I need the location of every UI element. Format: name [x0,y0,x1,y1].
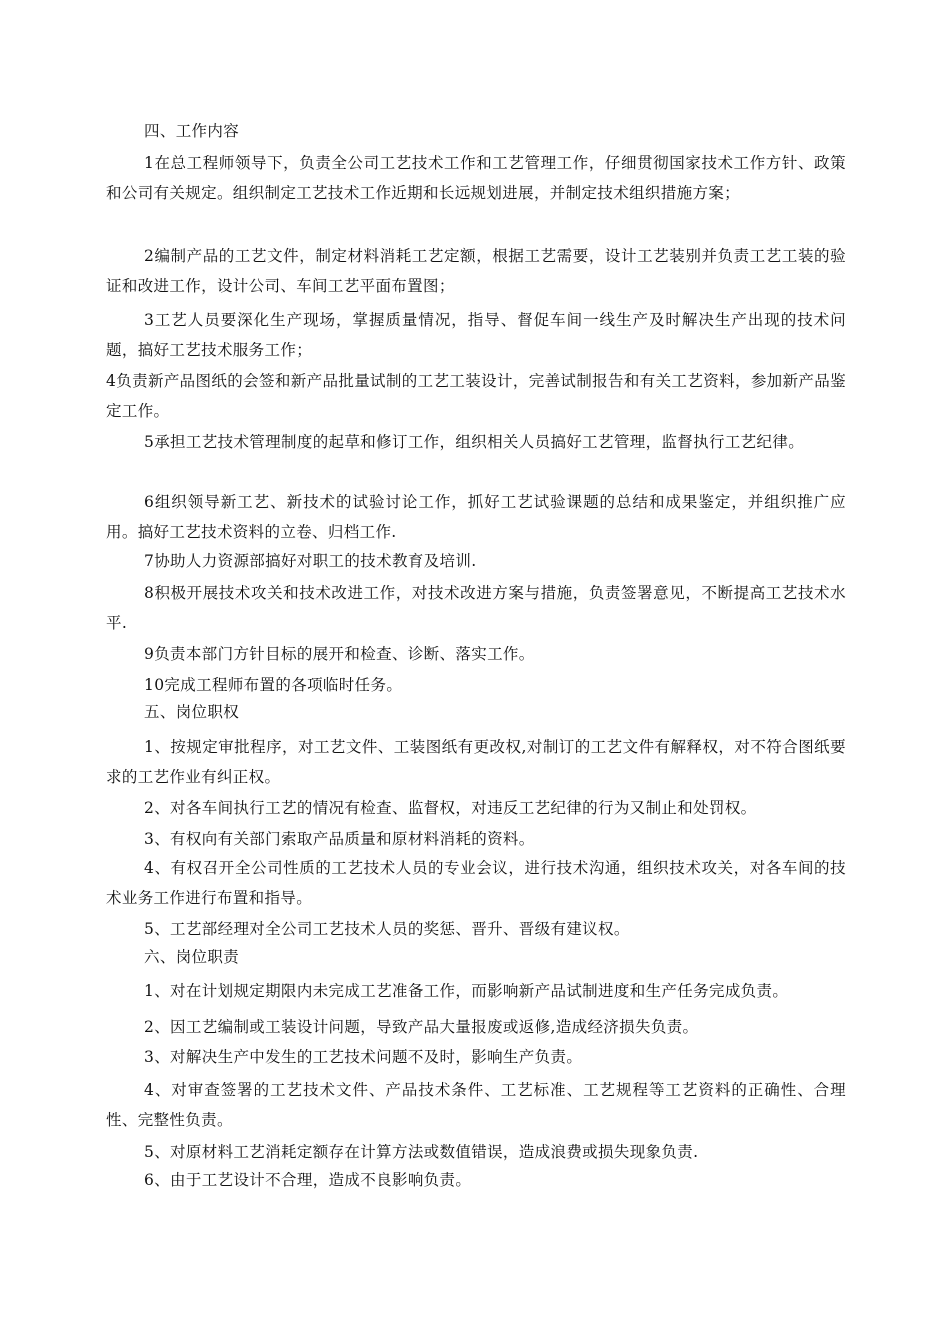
job-responsibility-item-6: 6、由于工艺设计不合理，造成不良影响负责。 [144,1171,472,1189]
section-heading-work-content: 四、工作内容 [144,122,240,140]
work-content-item-6: 6组织领导新工艺、新技术的试验讨论工作，抓好工艺试验课题的总结和成果鉴定，并组织推广应用。搞好工艺技术资料的立卷、归档工作. [106,493,846,541]
job-authority-item-5: 5、工艺部经理对全公司工艺技术人员的奖惩、晋升、晋级有建议权。 [144,920,630,938]
job-authority-item-2: 2、对各车间执行工艺的情况有检查、监督权，对违反工艺纪律的行为又制止和处罚权。 [144,799,757,817]
job-authority-item-4: 4、有权召开全公司性质的工艺技术人员的专业会议，进行技术沟通，组织技术攻关，对各车间的技术业务工作进行布置和指导。 [106,859,846,907]
job-responsibility-item-5: 5、对原材料工艺消耗定额存在计算方法或数值错误，造成浪费或损失现象负责. [144,1143,699,1161]
job-authority-item-3: 3、有权向有关部门索取产品质量和原材料消耗的资料。 [144,830,535,848]
work-content-item-10: 10完成工程师布置的各项临时任务。 [144,676,403,694]
work-content-item-5: 5承担工艺技术管理制度的起草和修订工作，组织相关人员搞好工艺管理，监督执行工艺纪律。 [144,433,805,451]
work-content-item-2: 2编制产品的工艺文件，制定材料消耗工艺定额，根据工艺需要，设计工艺装别并负责工艺工装的验证和改进工作，设计公司、车间工艺平面布置图； [106,247,846,295]
work-content-item-9: 9负责本部门方针目标的展开和检查、诊断、落实工作。 [144,645,535,663]
section-heading-job-authority: 五、岗位职权 [144,703,240,721]
job-responsibility-item-4: 4、对审查签署的工艺技术文件、产品技术条件、工艺标准、工艺规程等工艺资料的正确性、合理性、完整性负责。 [106,1081,846,1129]
job-responsibility-item-2: 2、因工艺编制或工装设计问题，导致产品大量报废或返修,造成经济损失负责。 [144,1018,699,1036]
work-content-item-4: 4负责新产品图纸的会签和新产品批量试制的工艺工装设计，完善试制报告和有关工艺资料，参加新产品鉴定工作。 [106,372,846,420]
job-authority-item-1: 1、按规定审批程序，对工艺文件、工装图纸有更改权,对制订的工艺文件有解释权，对不符合图纸要求的工艺作业有纠正权。 [106,738,846,786]
work-content-item-7: 7协助人力资源部搞好对职工的技术教育及培训. [144,552,477,570]
work-content-item-3: 3工艺人员要深化生产现场，掌握质量情况，指导、督促车间一线生产及时解决生产出现的技术问题，搞好工艺技术服务工作； [106,311,846,359]
work-content-item-1: 1在总工程师领导下，负责全公司工艺技术工作和工艺管理工作，仔细贯彻国家技术工作方针、政策和公司有关规定。组织制定工艺技术工作近期和长远规划进展，并制定技术组织措施方案； [106,154,846,202]
job-responsibility-item-3: 3、对解决生产中发生的工艺技术问题不及时，影响生产负责。 [144,1048,583,1066]
work-content-item-8: 8积极开展技术攻关和技术改进工作，对技术改进方案与措施，负责签署意见，不断提高工艺技术水平. [106,584,846,632]
job-responsibility-item-1: 1、对在计划规定期限内未完成工艺准备工作，而影响新产品试制进度和生产任务完成负责。 [144,982,789,1000]
section-heading-job-responsibility: 六、岗位职责 [144,948,240,966]
